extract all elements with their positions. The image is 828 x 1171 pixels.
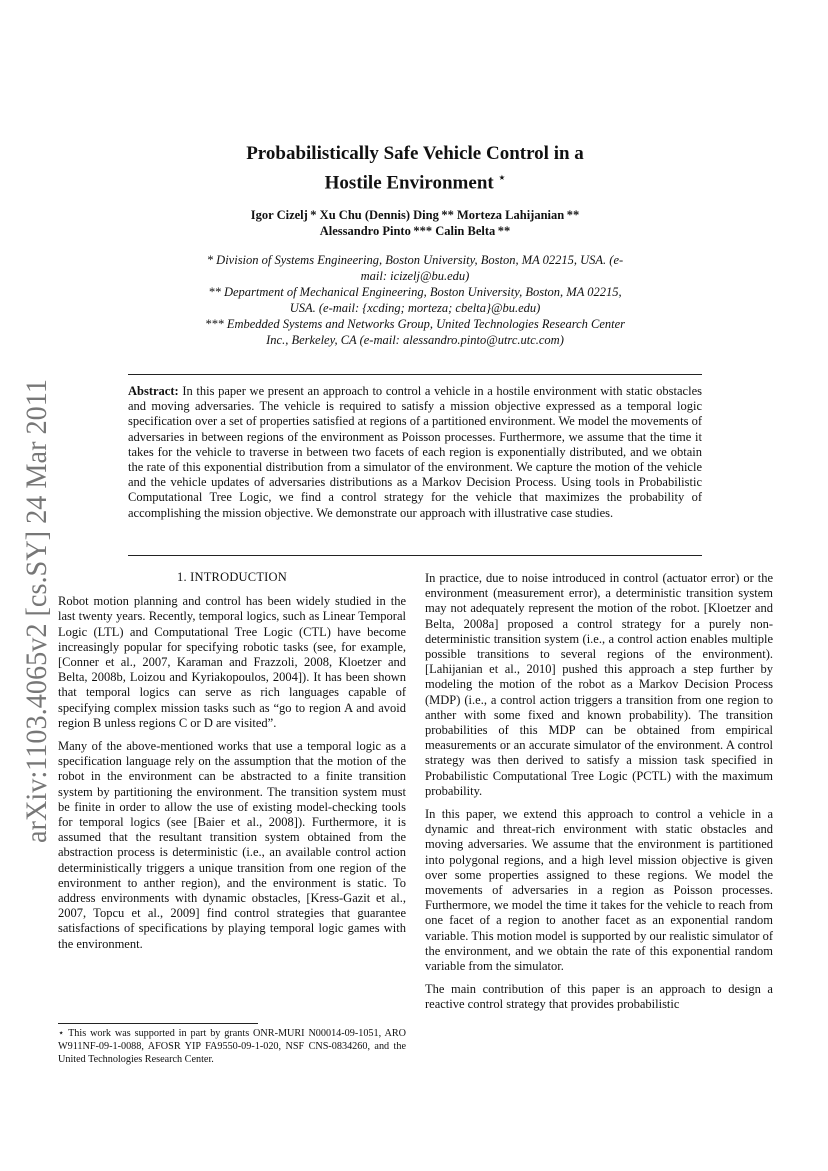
affiliation-3: *** Embedded Systems and Networks Group, United Technologies Research Center Inc., Berkeley, CA (e-mail: alessandro.pinto@utrc.utc.com) (204, 317, 626, 347)
paper-title (130, 142, 700, 195)
title-footnote-star: ⋆ (498, 172, 506, 184)
title-line-1: Probabilistically Safe Vehicle Control in a (246, 143, 584, 164)
author-list (130, 207, 700, 239)
author-line-2: Alessandro Pinto *** Calin Belta ** (319, 224, 511, 238)
right-column (425, 571, 773, 1021)
affiliation-2: ** Department of Mechanical Engineering, Boston University, Boston, MA 02215, USA. (e-mail: {xcding; morteza; cbelta}@bu.edu) (208, 285, 622, 315)
arxiv-stamp (14, 375, 54, 845)
abstract-text: In this paper we present an approach to control a vehicle in a hostile environment with static obstacles and moving adversaries. The vehicle is required to satisfy a mission objective expressed as a temporal logic specification over a set of properties satisfied at regions of a partitioned environment. We model the movements of adversaries in between regions of the environment as Poisson processes. Furthermore, we assume that the time it takes for the vehicle to traverse in between two facets of each region is exponentially distributed, and we obtain the rate of this exponential distribution from a simulator of the environment. We capture the motion of the vehicle and the vehicle updates of adversaries distributions as a Markov Decision Process. Using tools in Probabilistic Computational Tree Logic, we find a control strategy for the vehicle that maximizes the probability of accomplishing the mission objective. We demonstrate our approach with illustrative case studies. (128, 384, 702, 520)
footnote: ⋆ This work was supported in part by grants ONR-MURI N00014-09-1051, ARO W911NF-09-1-0088, AFOSR YIP FA9550-09-1-020, NSF CNS-0834260, and the United Technologies Research Center. (58, 1028, 406, 1065)
title-line-2-text: Hostile Environment (324, 172, 494, 194)
abstract-label: Abstract: (128, 384, 179, 398)
intro-paragraph-1: Robot motion planning and control has been widely studied in the last twenty years. Recently, temporal logics, such as Linear Temporal Logic (LTL) and Computational Tree Logic (CTL) have become increasingly popular for specifying robotic tasks (see, for example, [Conner et al., 2007, Karaman and Frazzoli, 2008, Kloetzer and Belta, 2008b, Loizou and Kyriakopoulos, 2004]). It has been shown that temporal logics can serve as rich languages capable of specifying complex mission tasks such as “go to region A and avoid region B unless regions C or D are visited”. (58, 594, 406, 730)
left-column (58, 570, 406, 960)
intro-paragraph-2: Many of the above-mentioned works that use a temporal logic as a specification language rely on the assumption that the motion of the robot in the environment can be abstracted to a finite transition system by partitioning the environment. The transition system must be finite in order to allow the use of existing model-checking tools for temporal logics (see [Baier et al., 2008]). Furthermore, it is assumed that the resultant transition system obtained from the abstraction process is deterministic (i.e., an available control action deterministically triggers a unique transition from one region of the environment to anther region), and the environment is static. To address environments with dynamic obstacles, [Kress-Gazit et al., 2007, Topcu et al., 2009] find control strategies that guarantee satisfactions of specifications by playing temporal logic games with the environment. (58, 739, 406, 951)
affiliation-1: * Division of Systems Engineering, Boston University, Boston, MA 02215, USA. (e-mail: icizelj@bu.edu) (206, 253, 624, 283)
intro-paragraph-3: In practice, due to noise introduced in control (actuator error) or the environment (measurement error), a deterministic transition system may not adequately represent the motion of the robot. [Kloetzer and Belta, 2008a] proposed a control strategy for a purely non-deterministic transition system (i.e., a control action enables multiple possible transitions to several regions of the environment). [Lahijanian et al., 2010] pushed this approach a step further by modeling the motion of the robot as a Markov Decision Process (MDP) (i.e., a control action triggers a transition from one region to anther with some fixed and known probability). The transition probabilities of this MDP can be obtained from empirical measurements or an accurate simulator of the environment. A control strategy was then derived to satisfy a mission task specified in Probabilistic Computational Tree Logic (PCTL) with the maximum probability. (425, 571, 773, 798)
intro-paragraph-5: The main contribution of this paper is an approach to design a reactive control strategy that provides probabilistic (425, 982, 773, 1012)
abstract (128, 384, 702, 521)
arxiv-stamp-text: arXiv:1103.4065v2 [cs.SY] 24 Mar 2011 (20, 375, 53, 843)
affiliations (195, 252, 635, 348)
author-line-1: Igor Cizelj * Xu Chu (Dennis) Ding ** Morteza Lahijanian ** (250, 208, 580, 222)
abstract-top-rule (128, 374, 702, 375)
abstract-bottom-rule (128, 555, 702, 556)
section-heading: 1. INTRODUCTION (177, 570, 287, 584)
footnote-rule (58, 1023, 258, 1024)
intro-paragraph-4: In this paper, we extend this approach to control a vehicle in a dynamic and threat-rich environment with static obstacles and moving adversaries. We assume that the environment is partitioned into polygonal regions, and a high level mission objective is given over some properties assigned to these regions. We model the movements of adversaries in a region as Poisson processes. Furthermore, we model the time it takes for the vehicle to reach from one facet of a region to another facet as an exponential random variable. This motion model is supported by our realistic simulator of the environment, and we obtain the rate of this exponential random variable from the simulator. (425, 807, 773, 974)
title-line-2 (130, 166, 700, 195)
